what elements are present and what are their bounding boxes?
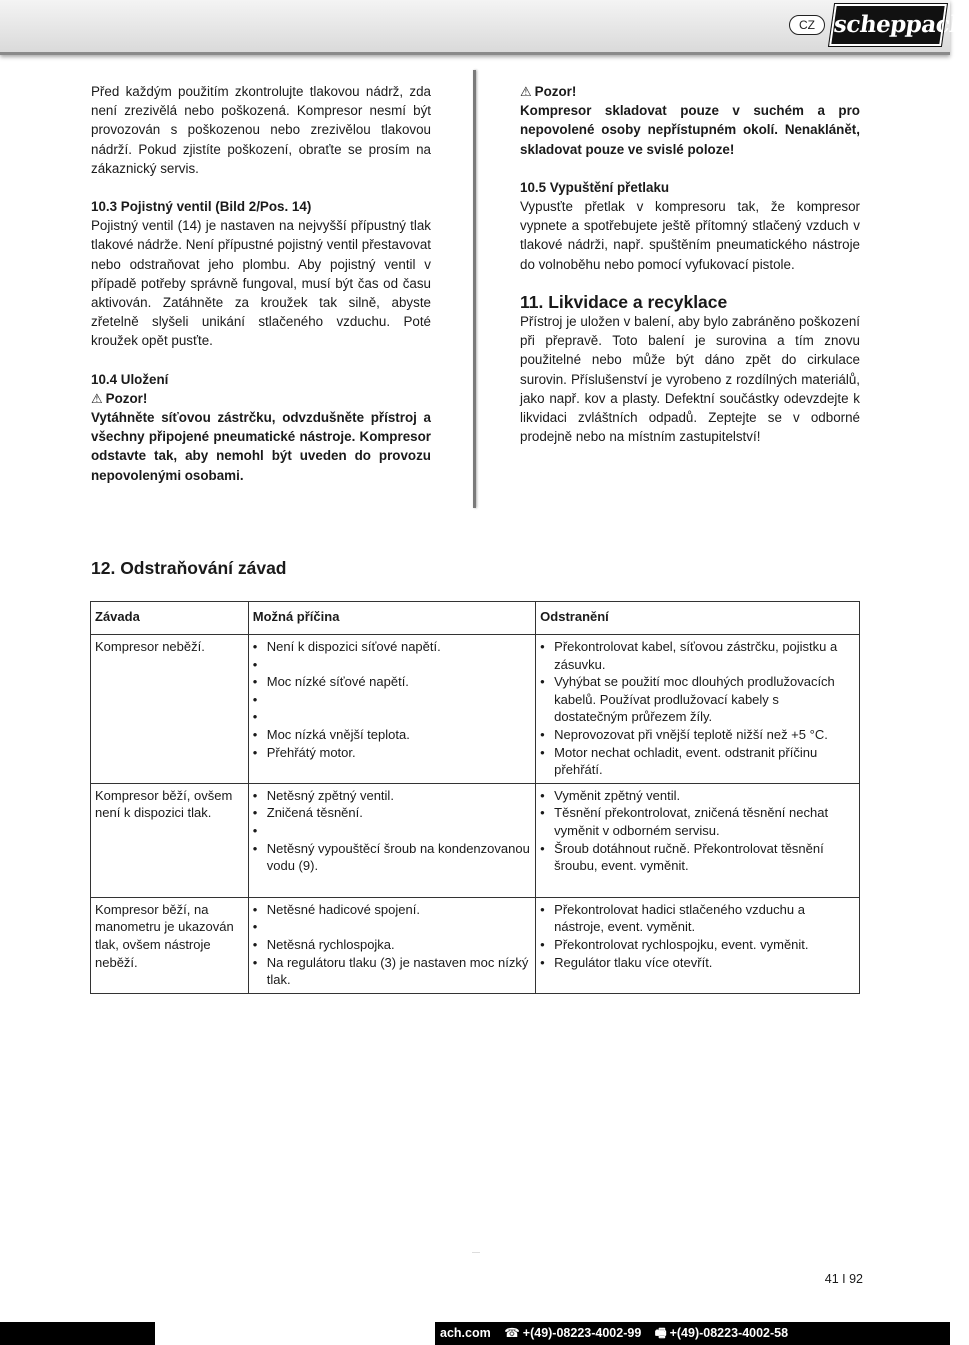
header-bar bbox=[0, 0, 968, 55]
list-item: • Vyhýbat se použití moc dlouhých prodlužovacích kabelů. Používat prodlužovací kabely s dostatečným průřezem žíly. bbox=[540, 673, 855, 726]
section-10-5-text: Vypusťte přetlak v kompresoru tak, že kompresor vypnete a spotřebujete ještě přítomný stlačený vzduch v tlakové nádrži, např. spuštěním pneumatického nástroje do volnoběhu nebo pomocí vyfukovací pistole. bbox=[520, 199, 860, 272]
fault-cell: Kompresor běží, ovšem není k dispozici tlak. bbox=[91, 783, 249, 897]
warning-icon: ⚠ bbox=[91, 390, 103, 406]
list-item: • Vyměnit zpětný ventil. bbox=[540, 787, 855, 805]
phone-icon: ☎ bbox=[504, 1326, 520, 1340]
left-column bbox=[91, 82, 431, 485]
list-item: • Netěsná rychlospojka. bbox=[253, 936, 531, 954]
list-item: • Těsnění překontrolovat, zničená těsnění nechat vyměnit v odborném servisu. bbox=[540, 804, 855, 839]
fax-number: +(49)-08223-4002-58 bbox=[669, 1326, 789, 1340]
header-cause: Možná příčina bbox=[248, 602, 535, 635]
section-10-3-title: 10.3 Pojistný ventil (Bild 2/Pos. 14) bbox=[91, 199, 312, 215]
list-item: • Šroub dotáhnout ručně. Překontrolovat těsnění šroubu, event. vyměnit. bbox=[540, 840, 855, 875]
list-item: • Zničená těsnění. bbox=[253, 804, 531, 822]
list-item: • Moc nízká vnější teplota. bbox=[253, 726, 531, 744]
section-10-4-title: 10.4 Uložení bbox=[91, 371, 169, 387]
list-item: • Neprovozovat při vnější teplotě nižší než +5 °C. bbox=[540, 726, 855, 744]
page-number: 41 I 92 bbox=[824, 1272, 863, 1286]
list-item: • Není k dispozici síťové napětí. bbox=[253, 638, 531, 656]
fix-cell bbox=[536, 897, 860, 993]
section-11-title: 11. Likvidace a recyklace bbox=[520, 291, 728, 312]
table-row bbox=[91, 897, 860, 993]
cause-cell bbox=[248, 635, 535, 784]
fault-cell: Kompresor neběží. bbox=[91, 635, 249, 784]
fix-cell bbox=[536, 635, 860, 784]
footer-white-block bbox=[155, 1322, 435, 1345]
website-link[interactable]: ach.com bbox=[440, 1326, 491, 1340]
section-12-title: 12. Odstraňování závad bbox=[91, 558, 287, 578]
list-item: • Netěsné hadicové spojení. bbox=[253, 901, 531, 919]
column-divider bbox=[473, 70, 476, 508]
brand-logo: scheppach bbox=[829, 4, 947, 46]
header-fault: Závada bbox=[91, 602, 249, 635]
warning-heading: ⚠ Pozor! bbox=[520, 84, 577, 99]
list-item: • Překontrolovat rychlospojku, event. vyměnit. bbox=[540, 936, 855, 954]
header-fix: Odstranění bbox=[536, 602, 860, 635]
cause-cell bbox=[248, 783, 535, 897]
table-row bbox=[91, 783, 860, 897]
language-badge: CZ bbox=[789, 15, 825, 35]
list-item: • Netěsný vypouštěcí šroub na kondenzovanou vodu (9). bbox=[253, 840, 531, 875]
list-item: • Netěsný zpětný ventil. bbox=[253, 787, 531, 805]
list-item: • Překontrolovat kabel, síťovou zástrčku, pojistku a zásuvku. bbox=[540, 638, 855, 673]
section-11-text: Přístroj je uložen v balení, aby bylo zabráněno poškození při přepravě. Toto balení je surovina a tím znovu použitelné nebo může být dáno zpět do cirkulace surovin. Příslušenství je vyrobeno z rozdílných materiálů, jako např. kov a plasty. Defektní součástky odevzdejte k likvidaci zvláštních odpadů. Zeptejte se v odborné prodejně nebo na místním zastupitelství! bbox=[520, 314, 860, 445]
phone-number: +(49)-08223-4002-99 bbox=[522, 1326, 642, 1340]
warning-icon: ⚠ bbox=[520, 84, 532, 99]
section-10-4-text: Vytáhněte síťovou zástrčku, odvzdušněte přístroj a všechny připojené pneumatické nástroje. Kompresor odstavte tak, aby nemohl být uveden do provozu nepovolenými osobami. bbox=[91, 410, 431, 483]
footer-contact bbox=[440, 1322, 798, 1345]
fax-icon: 🖷 bbox=[654, 1326, 667, 1340]
cause-cell bbox=[248, 897, 535, 993]
troubleshooting-table bbox=[90, 601, 860, 994]
center-mark bbox=[472, 1252, 480, 1253]
intro-paragraph: Před každým použitím zkontrolujte tlakovou nádrž, zda není zrezivělá nebo poškozená. Kompresor nesmí být provozován s poškozenou nebo zrezivělou tlakovou nádrží. Pokud zjistíte poškození, obraťte se prosím na zákaznický servis. bbox=[91, 84, 431, 176]
table-row bbox=[91, 635, 860, 784]
fix-cell bbox=[536, 783, 860, 897]
storage-warning-text: Kompresor skladovat pouze v suchém a pro nepovolené osoby nepřístupném okolí. Nenaklánět, skladovat pouze ve svislé poloze! bbox=[520, 103, 860, 157]
section-10-3-text: Pojistný ventil (14) je nastaven na nejvyšší přípustný tlak tlakové nádrže. Není přípustné pojistný ventil přestavovat nebo odstraňovat jeho plombu. Aby pojistný ventil v případě potřeby správně fungoval, musí být čas od času aktivován. Zatáhněte za kroužek tak silně, abyste zřetelně slyšeli unikání stlačeného vzduchu. Poté kroužek opět pusťte. bbox=[91, 218, 431, 349]
fault-cell: Kompresor běží, na manometru je ukazován tlak, ovšem nástroje neběží. bbox=[91, 897, 249, 993]
list-item: • Moc nízké síťové napětí. bbox=[253, 673, 531, 691]
right-column bbox=[520, 82, 860, 446]
list-item: • Překontrolovat hadici stlačeného vzduchu a nástroje, event. vyměnit. bbox=[540, 901, 855, 936]
list-item: • Motor nechat ochladit, event. odstranit příčinu přehřátí. bbox=[540, 744, 855, 779]
section-10-5-title: 10.5 Vypuštění přetlaku bbox=[520, 179, 670, 195]
footer-bar bbox=[0, 1322, 950, 1345]
list-item: • Regulátor tlaku více otevřít. bbox=[540, 954, 855, 972]
list-item: • Přehřátý motor. bbox=[253, 744, 531, 762]
list-item: • Na regulátoru tlaku (3) je nastaven moc nízký tlak. bbox=[253, 954, 531, 989]
table-header-row bbox=[91, 602, 860, 635]
warning-heading: ⚠ Pozor! bbox=[91, 390, 148, 406]
